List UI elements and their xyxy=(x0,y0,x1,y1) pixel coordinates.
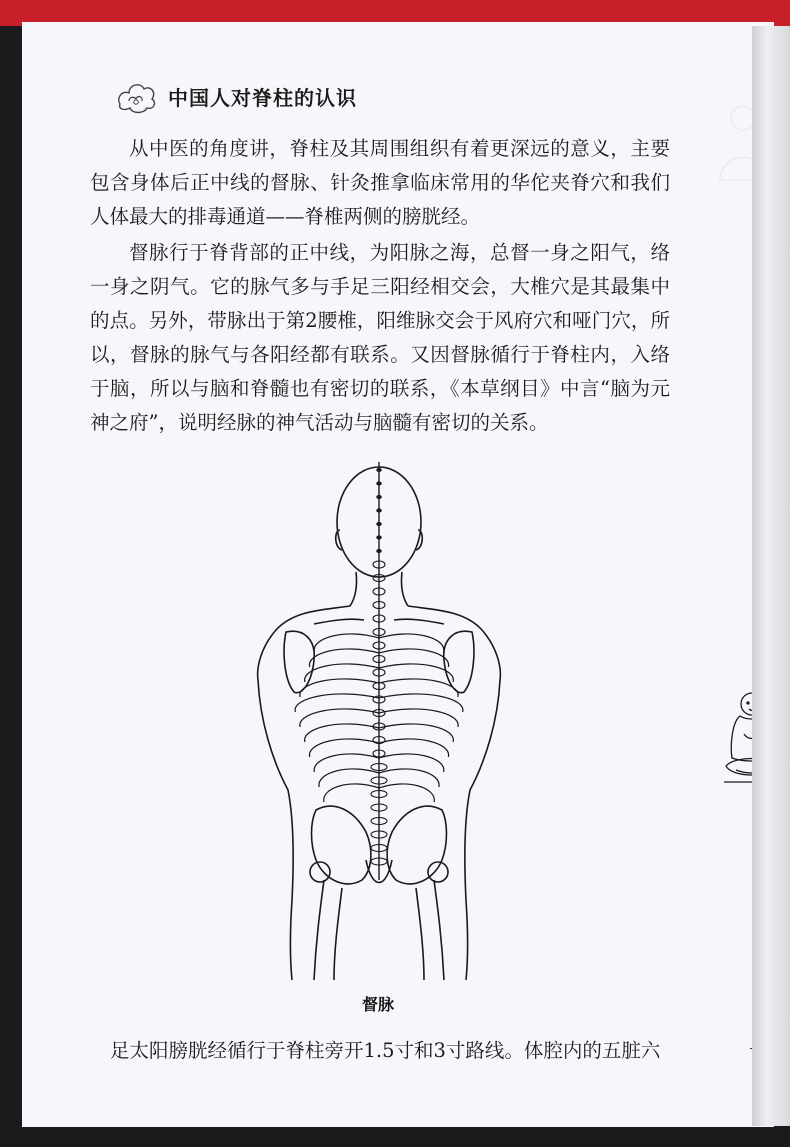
book-page xyxy=(22,22,774,1127)
section-title: 中国人对脊柱的认识 xyxy=(168,85,357,110)
book-fore-edge xyxy=(752,26,790,1126)
figure-caption: 督脉 xyxy=(362,995,395,1014)
acupoint-dot xyxy=(377,495,381,498)
acupoint-dot xyxy=(377,549,381,552)
paragraph-2: 督脉行于脊背部的正中线，为阳脉之海，总督一身之阳气，络一身之阴气。它的脉气多与手足三阳经相交会，大椎穴是其最集中的点。另外，带脉出于第2腰椎，阳维脉交会于风府穴和哑门穴，所以，督脉的脉气与各阳经都有联系。又因督脉循行于脊柱内，入络于脑，所以与脑和脊髓也有密切的联系，《本草纲目》中言“脑为元神之府”，说明经脉的神气活动与脑髓有密切的关系。 xyxy=(90,241,670,434)
acupoint-dot xyxy=(377,522,381,525)
section-header xyxy=(114,74,357,118)
paragraph-3: 足太阳膀胱经循行于脊柱旁开1.5寸和3寸路线。体腔内的五脏六 xyxy=(110,1039,661,1062)
acupoint-dot xyxy=(377,482,381,485)
acupoint-dot xyxy=(377,468,381,471)
acupoint-dot xyxy=(377,509,381,512)
paragraph-1: 从中医的角度讲，脊柱及其周围组织有着更深远的意义，主要包含身体后正中线的督脉、针灸推拿临床常用的华佗夹脊穴和我们人体最大的排毒通道——脊椎两侧的膀胱经。 xyxy=(90,137,670,228)
cloud-ornament-icon xyxy=(114,74,158,118)
back-skeleton-meridian-illustration xyxy=(254,460,524,980)
acupoint-dot xyxy=(377,536,381,539)
